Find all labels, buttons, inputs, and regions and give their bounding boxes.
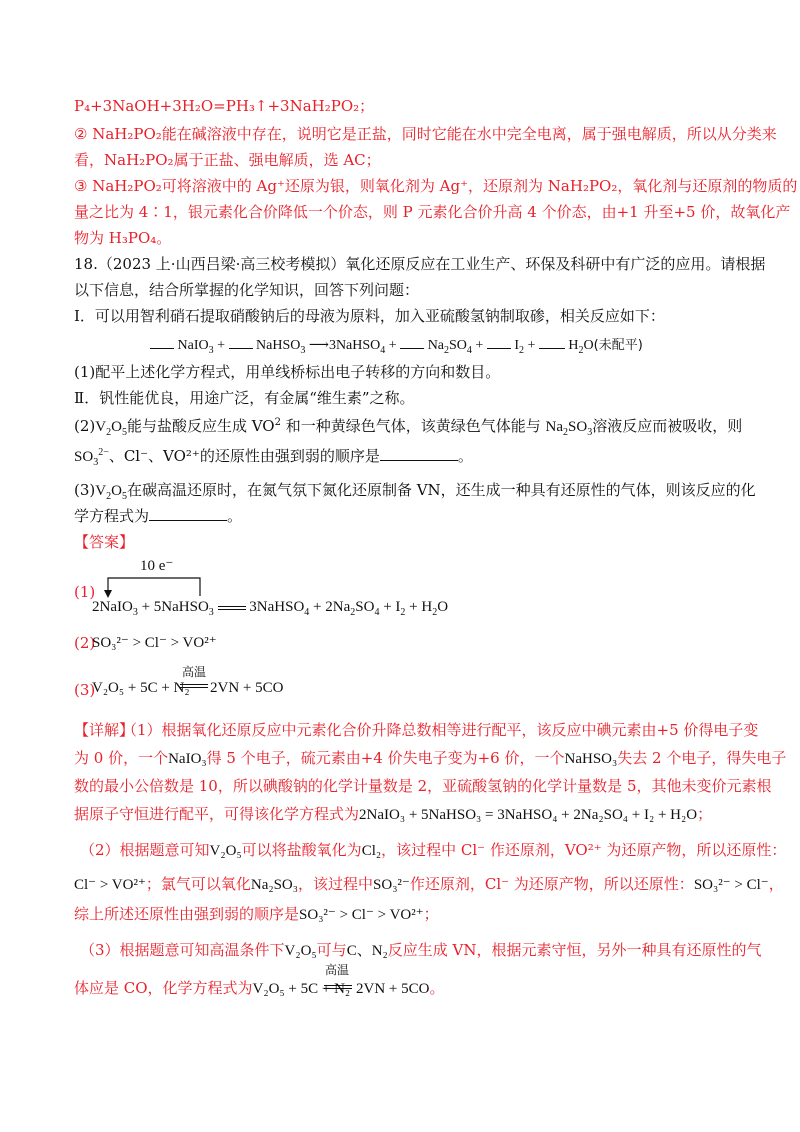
question-3-line-2: 学方程式为 。 [74,507,243,525]
question-3-line-1: $(3)V_2O_5$在碳高温还原时，在氮气氛下氮化还原制备 VN，还生成一种具有还原性的气体，则该反应的化 [74,481,756,502]
unbalanced-equation: NaIO$_3$ + NaHSO$_3$ ⟶3NaHSO$_4$ + $Na_2SO_4 + I_2 + H_2O$(未配平) [150,334,643,356]
detail-line-4: 据原子守恒进行配平，可得该化学方程式为2NaIO₃ + 5NaHSO₃ = 3NaHSO₄ + 2Na₂SO₄ + I₂ + H₂O； [74,805,713,823]
detail-line-2: 为 0 价，一个NaIO₃得 5 个电子，硫元素由+4 价失电子变为+6 价，一个NaHSO₃失去 2 个电子，得失电子 [74,749,787,767]
na2so3-formula: $Na_2SO_3$ [545,419,593,438]
answer-line-2: ② NaH₂PO₂能在碱溶液中存在，说明它是正盐，同时它能在水中完全电离，属于强电解质，所以从分类来 [74,125,777,143]
answer-3-right: 2VN + 5CO [210,680,284,696]
detail-condition: 高温 [325,963,350,977]
eq-term-na: Na [427,338,445,353]
detail-line-8: （3）根据题意可知高温条件下V₂O₅可与C、N₂反应生成 VN，根据元素守恒，另外一种具有还原性的气 [80,941,762,959]
question-1: (1)配平上述化学方程式，用单线桥标出电子转移的方向和数目。 [74,363,501,381]
detail-line-9: 体应是 CO，化学方程式为V₂O₅ + 5C + N₂ [74,979,351,997]
detail-equals [324,985,352,989]
detail-line-9-right: 2VN + 5CO。 [356,979,445,997]
electron-count-label: 10 e⁻ [140,558,174,574]
eq-term-o: O [583,338,594,353]
eq-term-i: I [514,338,519,353]
question-2-line-1: $(2)V_2O_5$能与盐酸反应生成 $VO^2$ 和一种黄绿色气体，该黄绿色气体能与 $Na_2SO_3$溶液反应而被吸收，则 [74,417,743,438]
answer-3-condition: 高温 [182,665,207,679]
arrow-icon: ⟶ [308,338,329,353]
detail-line-6: Cl⁻ > VO²⁺；氯气可以氧化Na₂SO₃，该过程中SO₃²⁻作还原剂，Cl⁻ 为还原产物，所以还原性：SO₃²⁻ > Cl⁻， [74,875,784,893]
eq-term-naio3: NaIO [177,338,209,353]
answer-line-1: P₄+3NaOH+3H₂O=PH₃↑+3NaH₂PO₂； [74,97,375,115]
answer-3-number: (3) [74,681,96,699]
answer-2-number: (2) [74,634,96,652]
question-2-line-2: $SO_3^{2-}$、Cl⁻、VO²⁺的还原性由强到弱的顺序是 。 [74,447,473,468]
eq-term-so: SO [449,338,467,353]
unbalanced-note: (未配平) [593,338,643,353]
detail-line-5: （2）根据题意可知V₂O₅可以将盐酸氧化为Cl₂，该过程中 Cl⁻ 作还原剂，VO²⁺ 为还原产物，所以还原性： [80,841,787,859]
answer-line-6: 物为 H₃PO₄。 [74,229,172,247]
detail-para-1: （1）根据氧化还原反应中元素化合价升降总数相等进行配平，该反应中碘元素由+5 价得电子变 [122,721,759,739]
answer-label: 【答案】 [74,533,135,551]
detail-line-7: 综上所述还原性由强到弱的顺序是SO₃²⁻ > Cl⁻ > VO²⁺； [74,905,439,923]
answer-3-left: V₂O₅ + 5C + N₂ [92,680,190,696]
eq-term-nahso3: NaHSO [256,338,301,353]
eq-term-nahso4: 3NaHSO [328,338,381,353]
question-intro-1: 18.（2023 上·山西吕梁·高三校考模拟）氧化还原反应在工业生产、环保及科研中有广泛的应用。请根据 [74,255,766,273]
answer-line-3: 看，NaH₂PO₂属于正盐、强电解质，选 AC； [74,151,381,169]
detail-label: 【详解】 [74,721,135,739]
answer-line-5: 量之比为 4∶1，银元素化合价降低一个价态，则 P 元素化合价升高 4 个价态，由+1 升至+5 价，故氧化产 [74,203,791,221]
part-2-heading: Ⅱ．钒性能优良，用途广泛，有金属“维生素”之称。 [74,389,415,407]
answer-1-equation: 2NaIO$_3$ + 5NaHSO$_3$ 3NaHSO$_4$ + $2Na_2SO_4 + I_2 + H_2O$ [92,599,449,618]
answer-2-text: SO₃²⁻ > Cl⁻ > VO²⁺ [92,635,217,651]
answer-line-4: ③ NaH₂PO₂可将溶液中的 Ag⁺还原为银，则氧化剂为 Ag⁺，还原剂为 NaH₂PO₂，氧化剂与还原剂的物质的 [74,177,798,195]
detail-line-3: 数的最小公倍数是 10，所以碘酸钠的化学计量数是 2，亚硫酸氢钠的化学计量数是 5，其他未变价元素根 [74,777,772,795]
answer-1-number: (1) [74,583,96,601]
eq-term-h: H [568,338,579,353]
answer-3-equals [180,684,208,688]
part-1-heading: Ⅰ．可以用智利硝石提取硝酸钠后的母液为原料，加入亚硫酸氢钠制取碜，相关反应如下： [74,307,665,325]
question-intro-2: 以下信息，结合所掌握的化学知识，回答下列问题： [74,281,420,299]
equals-sign [218,606,246,610]
